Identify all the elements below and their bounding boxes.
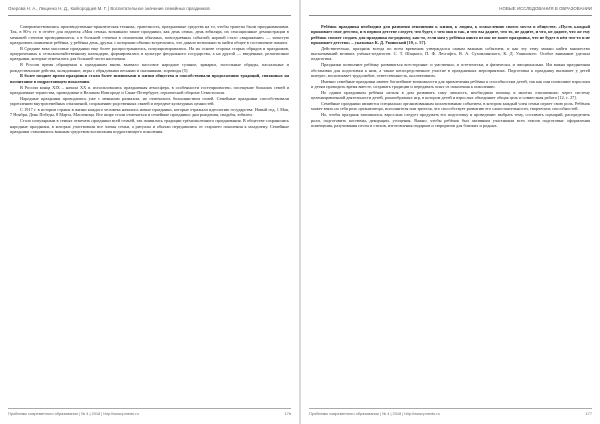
right-header-text: НОВЫЕ ИССЛЕДОВАНИЯ В ОБРАЗОВАНИИ: [499, 6, 592, 11]
right-page-body: [311, 24, 590, 402]
paragraph: В России конца XIX – начала XX в. использовались праздничная атмосфера, в особенности гостеприимство, посещение больших семей и праздничные торжества, проводимые в Великом Новгороде и Санкт-Петербурге, героической обороне Севастополя.: [10, 84, 289, 95]
paragraph: Действительно, праздник всегда по всем временам утверждался самым важным событием, и как эту тему можно найти множество высказываний великих учёных-педагогов: С. Т. Шацкого, П. Ф. Лесгафта, В. А. Сухомлинского, К. Д. Ушинского. Особое внимание уделяла педагогика.: [311, 45, 590, 62]
right-footer-text: Проблемы современного образования | № 4 | 2018 | http://www.pmedu.ru: [309, 411, 440, 416]
left-footer: [8, 408, 291, 418]
right-running-header: [309, 6, 592, 16]
paragraph: Стало популярным в семьях отмечать праздники всей семьёй, так появились традиции трёхпоколенного празднования. В обществе сохранились народные праздники, в которых участвовали все члены семьи, а ритуалы и обычаи передавались от старшего поколения к младшему. Семейные праздники становились важным средством воспитания подрастающего поколения.: [10, 118, 289, 134]
paragraph: Народные праздники проводились уже с меньшим размахом, но отмечались большинством семей. Семейные праздники способствовали укреплению внутрисемейных отношений, сохранению родственных связей и передаче культурных ценностей.: [10, 95, 289, 107]
paragraph: В Средние века массовые праздники еще более распространились, популяризировались. На их основе сторона старых обрядов и праздников, приуроченных к сельскохозяйственному календарю, формировалась в культуре феодального государства, а на другой — введённые, религиозные праздники, которые отмечались для большей части населения.: [10, 45, 289, 62]
right-page-number: 177: [585, 411, 592, 416]
left-page: [0, 0, 299, 424]
left-header-rule: [8, 15, 291, 16]
paragraph: С 1917 г. в истории страны в жизни каждого человека начались новые праздники, которые отражали идеологию государства: Новый год, 1 Мая, 7 Ноября, День Победы, 8 Марта, Масленица. Все шире стали отмечаться и семейные праздники: дни рождения, свадьбы, юбилеи.: [10, 107, 289, 118]
paragraph: Но одним праздником ребёнка нельзя в дом развивать саму личность, необходима помощь в многих отношениях: через систему целенаправленной деятельности детей, разнообразных игр, в котором детей и взрослых объединяет общая цель и совместная работа [12, с. 27].: [311, 89, 590, 101]
paragraph: Совершенствовались производственно-практическая техника, трапезность, праздничные средства на то, чтобы трапезы были празднованиями. Так, в 80-х гг. в отчёте для издателя «Моя семья» возникали такие праздники, как день семьи, день юбиляра, их сенсационные демонстрации в меньшей степени проводившиеся, а в большей степени в отношении обычных, повседневных событий; нормой стало «выражение» — зачастую праздновать появление ребёнка, у ребёнка день, друзья, с которыми обычно встречались, что давало возможность найти общее в составление памяти.: [10, 24, 289, 45]
left-page-number: 176: [284, 411, 291, 416]
bold-paragraph-text: Ребёнок праздника необходим для развития отношения к жизни, к людям, к осмыслению своего места в обществе. «Пусть каждый проживает свое детство, и в первом детстве следует, что будет, с чем они и так, и что вы дадите, что то, не дадите, и что, не дадите, что же ему ребёнок сможет создать для праздника по-родному, как-то, если нам у ребёнка никто из нас не знает праздника, что не будет в нём что-то и не проживает детство» – указывал К. Д. Ушинский [10, с. 57].: [311, 24, 590, 45]
right-footer: [309, 408, 592, 418]
paragraph: [10, 73, 289, 84]
paragraph: Праздники позволяют ребёнку развиваться всесторонне: и умственно, и эстетически, и физически, и эмоционально. Им важна праздничная обстановка для подготовки к ним, а также непосредственное участие в праздничных мероприятиях. Подготовка к празднику вызывает у детей интерес, воспитывает трудолюбие, ответственность, коллективизм.: [311, 62, 590, 78]
paragraph: Но, чтобы праздник запомнился, взрослым следует продумать его подготовку и проведение: выбрать тему, составить сценарий, распределить роли, подготовить костюмы, декорации, угощения. Важно, чтобы ребёнок был активным участником всех этапов подготовки: оформления помещения, разучивания песен и стихов, изготовления подарков и сюрпризов для близких и родных.: [311, 112, 590, 128]
right-page: [301, 0, 600, 424]
left-footer-text: Проблемы современного образования | № 4 | 2018 | http://www.pmedu.ru: [8, 411, 139, 416]
paragraph: Семейные праздники являются специально организованным коллективным событием, в котором каждый член семьи играет свою роль. Ребёнок может взять на себя роль организатора, исполнителя или зрителя, что способствует развитию его самостоятельности, творческих способностей.: [311, 101, 590, 112]
left-page-body: [10, 24, 289, 402]
bold-paragraph-text: В более позднее время праздники стали более значимыми в жизни общества и способствовали продолжению традиций, связанных на воспитание в подрастающем поколении.: [10, 73, 289, 84]
left-running-header: [8, 6, 291, 16]
left-footer-rule: [8, 408, 291, 409]
right-header-rule: [309, 15, 592, 16]
left-header-text: Озерова Н. А., Лещенко Н. Д., Кайгородцев М. Г. | Воспитательное значение семейных праздников: [8, 6, 210, 11]
right-footer-rule: [309, 408, 592, 409]
paragraph: В России время обращения к праздникам вновь вызвало массовое народное гулянье, ярмарки, застольные обряды, пасхальные и рождественские действа, колядование, игры с обрядовыми песнями и сказаниями, хороводы [5].: [10, 62, 289, 73]
paragraph: [311, 24, 590, 45]
paragraph: Именно семейные праздники имеют богатейшие возможности для привлечения ребёнка к способностям детей, так как они позволяют взрослым и детям проводить время вместе, создавать традиции и передавать опыт от поколения к поколению.: [311, 78, 590, 90]
